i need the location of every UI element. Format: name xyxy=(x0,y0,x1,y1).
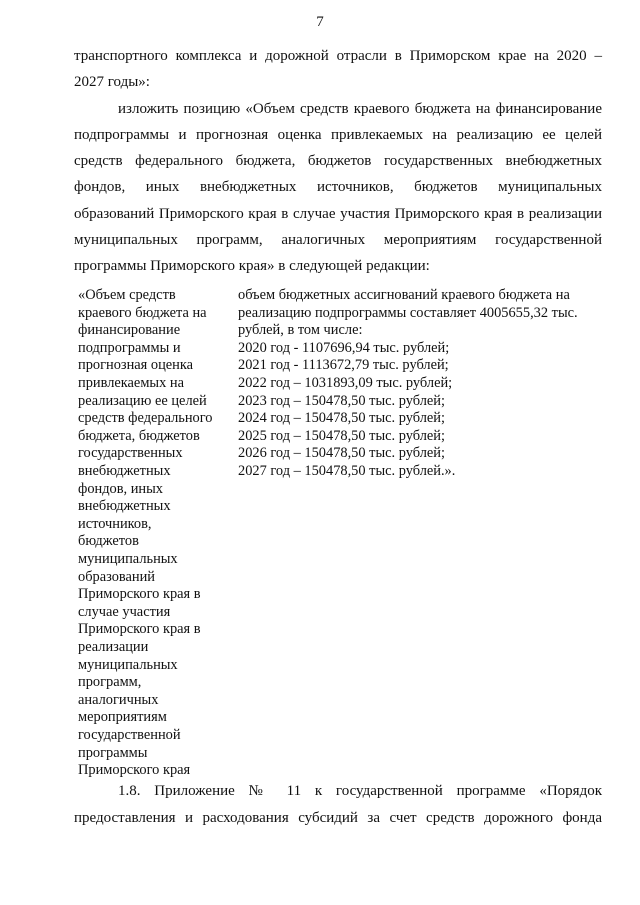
table-left-line: реализацию ее целей xyxy=(78,392,207,409)
table-right-line: 2026 год – 150478,50 тыс. рублей; xyxy=(238,445,445,462)
table-right-line: 2025 год – 150478,50 тыс. рублей; xyxy=(238,427,445,444)
table-left-line: подпрограммы и xyxy=(78,339,181,356)
table-left-line: Приморского края в xyxy=(78,586,201,603)
table-left-line: государственных xyxy=(78,445,183,462)
table-left-line: бюджетов xyxy=(78,533,139,550)
table-left-line: программы xyxy=(78,744,148,761)
table-left-line: внебюджетных xyxy=(78,498,171,515)
instruction-line-5: образований Приморского края в случае участия Приморского края в реализации xyxy=(74,206,602,222)
table-left-line: мероприятиям xyxy=(78,709,167,726)
table-left-line: фондов, иных xyxy=(78,480,163,497)
table-left-line: «Объем средств xyxy=(78,287,176,303)
instruction-line-1: изложить позицию «Объем средств краевого бюджета на финансирование xyxy=(118,101,602,117)
closing-line-1: 1.8. Приложение № 11 к государственной программе «Порядок xyxy=(118,783,602,799)
table-left-line: образований xyxy=(78,568,155,585)
instruction-line-2: подпрограммы и прогнозная оценка привлекаемых на реализацию ее целей xyxy=(74,127,602,143)
table-left-line: случае участия xyxy=(78,603,171,620)
table-right-line: 2023 год – 150478,50 тыс. рублей; xyxy=(238,392,445,409)
table-left-line: Приморского края xyxy=(78,762,191,779)
intro-line-2: 2027 годы»: xyxy=(74,74,150,90)
table-left-line: муниципальных xyxy=(78,551,178,567)
table-left-line: финансирование xyxy=(78,322,181,339)
table-right-line: объем бюджетных ассигнований краевого бюджета на xyxy=(238,287,570,303)
table-left-line: средств федерального xyxy=(78,410,213,427)
table-left-line: программ, xyxy=(78,674,142,691)
instruction-line-6: муниципальных программ, аналогичных мероприятиям государственной xyxy=(74,232,602,248)
table-left-line: бюджета, бюджетов xyxy=(78,427,200,444)
table-left-line: привлекаемых на xyxy=(78,375,184,391)
intro-line-1: транспортного комплекса и дорожной отрасли в Приморском крае на 2020 – xyxy=(74,48,602,64)
table-right-line: реализацию подпрограммы составляет 4005655,32 тыс. xyxy=(238,304,578,321)
table-left-line: государственной xyxy=(78,727,181,743)
table-left-line: краевого бюджета на xyxy=(78,304,207,321)
table-right-line: рублей, в том числе: xyxy=(238,322,363,339)
table-right-line: 2022 год – 1031893,09 тыс. рублей; xyxy=(238,375,453,391)
table-left-line: Приморского края в xyxy=(78,621,201,638)
table-left-line: аналогичных xyxy=(78,691,159,708)
table-left-line: источников, xyxy=(78,515,152,532)
table-right-line: 2027 год – 150478,50 тыс. рублей.». xyxy=(238,463,456,479)
instruction-line-4: фондов, иных внебюджетных источников, бюджетов муниципальных xyxy=(74,179,602,195)
instruction-line-3: средств федерального бюджета, бюджетов государственных внебюджетных xyxy=(74,153,602,169)
table-left-line: муниципальных xyxy=(78,656,178,673)
page-number: 7 xyxy=(316,14,324,30)
table-left-line: внебюджетных xyxy=(78,463,171,479)
table-left-line: прогнозная оценка xyxy=(78,357,194,374)
table-right-line: 2021 год - 1113672,79 тыс. рублей; xyxy=(238,357,449,374)
table-left-line: реализации xyxy=(78,639,149,655)
instruction-line-7: программы Приморского края» в следующей редакции: xyxy=(74,258,430,274)
table-right-line: 2020 год - 1107696,94 тыс. рублей; xyxy=(238,339,450,356)
closing-line-2: предоставления и расходования субсидий за счет средств дорожного фонда xyxy=(74,810,602,826)
table-right-line: 2024 год – 150478,50 тыс. рублей; xyxy=(238,410,445,427)
